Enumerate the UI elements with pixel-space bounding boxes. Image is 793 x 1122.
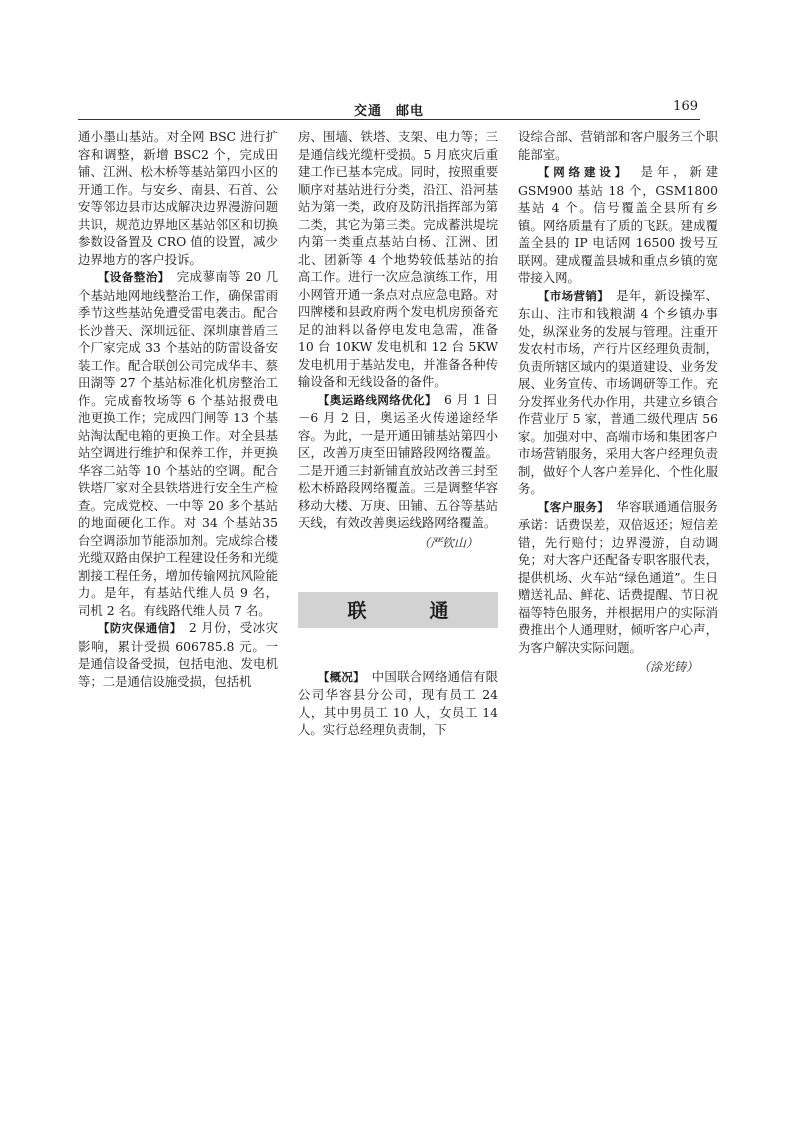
paragraph-body: 6 月 1 日－6 月 2 日，奥运圣火传递途经华容。为此，一是开通田铺基站第四小区，改善万庚至田铺路段网络覆盖。二是开通三封新铺直放站改善三封至松木桥路段网络覆盖。三是调整华容移动大楼、万庚、田铺、五谷等基站天线，有效改善奥运线路网络覆盖。 bbox=[298, 391, 499, 530]
paragraph bbox=[298, 668, 498, 739]
section-heading: 【设备整治】 bbox=[97, 270, 164, 284]
section-heading: 【客户服务】 bbox=[537, 499, 604, 514]
section-heading: 【奥运路线网络优化】 bbox=[317, 392, 432, 407]
section-heading: 【市场营销】 bbox=[537, 288, 604, 303]
section-heading: 【网络建设】 bbox=[537, 165, 625, 179]
section-heading: 【概况】 bbox=[317, 669, 360, 684]
paragraph bbox=[78, 268, 278, 619]
section-banner bbox=[298, 592, 498, 628]
paragraph bbox=[78, 619, 278, 690]
section-title: 联 通 bbox=[347, 600, 471, 622]
paragraph bbox=[518, 287, 718, 498]
paragraph-body: 是年，新建 GSM900 基站 18 个，GSM1800 基站 4 个。信号覆盖全县所有乡镇。网络质量有了质的飞跃。建成覆盖全县的 IP 电话网 16500 拨号互联网。建成覆盖县城和重点乡镇的宽带接入网。 bbox=[518, 164, 719, 285]
paragraph-body: 完成蓼南等 20 几个基站地网地线整治工作，确保雷雨季节这些基站免遭受雷电袭击。配合长沙普天、深圳远征、深圳康普盾三个厂家完成 33 个基站的防雷设备安装工作。配合联创公司完成华丰、蔡田湖等 27 个基站标准化机房整治工作。完成畜牧场等 6 个基站报费电池更换工作；完成四门闸等 13 个基站淘汰配电箱的更换工作。对全县基站空调进行维护和保养工作，并更换华容二站等 10 个基站的空调。配合铁塔厂家对全县铁塔进行安全生产检查。完成党校、一中等 20 多个基站的地面硬化工作。对 34 个基站35 台空调添加节能添加剂。完成综合楼光缆双路由保护工程建设任务和光缆割接工程任务，增加传输网抗风险能力。是年，有基站代维人员 9 名，司机 2 名。有线路代维人员 7 名。 bbox=[78, 269, 279, 618]
paragraph: 通小墨山基站。对全网 BSC 进行扩容和调整，新增 BSC2 个，完成田铺、江洲、松木桥等基站第四小区的开通工作。与安乡、南县、石首、公安等邻边县市达成解决边界漫游问题共识，规范边界地区基站邻区和切换参数设备置及 CRO 值的设置，减少边界地方的客户投诉。 bbox=[78, 129, 278, 267]
running-header bbox=[78, 97, 700, 120]
paragraph bbox=[298, 391, 498, 532]
paragraph bbox=[518, 163, 718, 287]
paragraph: 设综合部、营销部和客户服务三个职能部室。 bbox=[518, 129, 718, 162]
paragraph-body: 2 月份，受冰灾影响，累计受损 606785.8 元。一是通信设备受损，包括电池、发电机等；二是通信设施受损，包括机 bbox=[78, 620, 279, 689]
section-heading: 【防灾保通信】 bbox=[97, 621, 177, 635]
column-right bbox=[518, 128, 718, 678]
paragraph-body: 华容联通通信服务承诺：话费误差，双倍返还；短信差错，先行赔付；边界漫游，自动调免；对大客户还配备专职客服代表，提供机场、火车站“绿色通道”。生日赠送礼品、鲜花、话费提醒、节日祝福等特色服务，并根据用户的实际消费推出个人通理财，倾听客户心声，为客户解决实际问题。 bbox=[518, 498, 719, 655]
paragraph-body: 是年，新设操军、东山、注市和钱粮湖 4 个乡镇办事处，纵深业务的发展与管理。注重开发农村市场，产行片区经理负责制，负责所辖区域内的渠道建设、业务发展、业务宣传、市场调研等工作。充分发挥业务代办作用，共建立乡镇合作营业厅 5 家，普通二级代理店 56 家。加强对中、高端市场和集团客户市场营销服务，采用大客户经理负责制，做好个人客户差异化、个性化服务。 bbox=[518, 287, 719, 496]
column-middle bbox=[298, 128, 498, 739]
paragraph-body: 中国联合网络通信有限公司华容县分公司，现有员工 24 人，其中男员工 10 人，女员工 14 人。实行总经理负责制，下 bbox=[298, 668, 499, 737]
author-credit: （涂光铸） bbox=[637, 660, 698, 674]
paragraph bbox=[518, 498, 718, 657]
paragraph: 房、围墙、铁塔、支架、电力等；三是通信线光缆杆受损。5 月底灾后重建工作已基本完成。同时，按照重要顺序对基站进行分类，沿江、沿河基站为第一类，政府及防汛指挥部为第二类，其它为第三类。完成蓄洪堤垸内第一类重点基站白杨、江洲、团北、团新等 4 个地势较低基站的抬高工作。进行一次应急演练工作，用小网管开通一条点对点应急电路。对四牌楼和县政府两个发电机房预备充足的油料以备停电发电急需，准备 10 台 10KW 发电机和 12 台 5KW 发电机用于基站发电，并准备各种传输设备和无线设备的备件。 bbox=[298, 129, 498, 389]
header-title: 交通 邮电 bbox=[353, 104, 424, 119]
author-credit: （严钦山） bbox=[417, 535, 478, 550]
page-number: 169 bbox=[673, 99, 698, 114]
column-left bbox=[78, 128, 278, 690]
